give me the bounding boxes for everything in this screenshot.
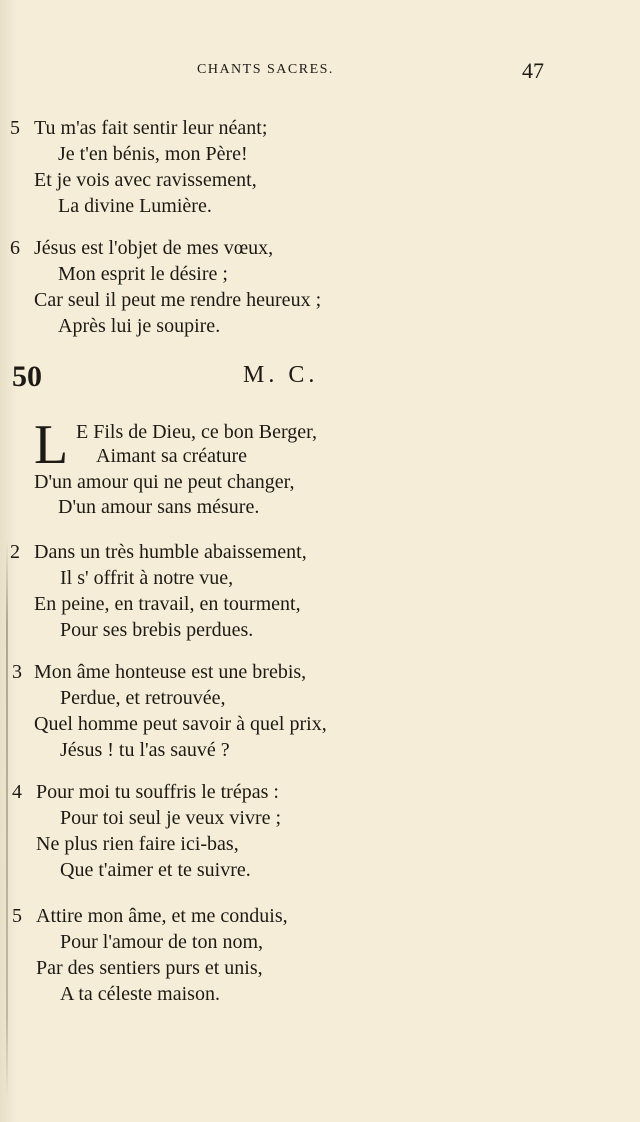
page-number: 47 [522, 58, 544, 83]
binding-gutter [6, 540, 8, 1100]
verse-line: Tu m'as fait sentir leur néant; [34, 117, 268, 139]
verse-line: A ta céleste maison. [60, 983, 220, 1005]
verse-line: Pour toi seul je veux vivre ; [60, 807, 282, 829]
verse-line: Mon esprit le désire ; [58, 263, 228, 285]
verse-line: Jésus ! tu l'as sauvé ? [60, 739, 230, 761]
running-title: CHANTS SACRES. [197, 62, 334, 77]
verse-line: Aimant sa créature [96, 445, 248, 467]
verse-line: Attire mon âme, et me conduis, [36, 905, 288, 927]
stanza-number: 4 [12, 781, 22, 803]
verse-line: Jésus est l'objet de mes vœux, [34, 237, 274, 259]
verse-line: Par des sentiers purs et unis, [36, 957, 263, 979]
verse-line: Je t'en bénis, mon Père! [58, 143, 248, 165]
verse-line: D'un amour qui ne peut changer, [34, 471, 295, 493]
stanza-number: 2 [10, 541, 20, 563]
verse-line: Pour l'amour de ton nom, [60, 931, 264, 953]
stanza-number: 5 [10, 117, 20, 139]
stanza-number: 3 [12, 661, 22, 683]
verse-line: La divine Lumière. [58, 195, 212, 217]
verse-line: Il s' offrit à notre vue, [60, 567, 234, 589]
verse-line: Que t'aimer et te suivre. [60, 859, 251, 881]
verse-line: E Fils de Dieu, ce bon Berger, [76, 421, 317, 443]
page-header [0, 58, 640, 86]
verse-line: Perdue, et retrouvée, [60, 687, 226, 709]
verse-line: Car seul il peut me rendre heureux ; [34, 289, 322, 311]
verse-line: Mon âme honteuse est une brebis, [34, 661, 307, 683]
verse-line: En peine, en travail, en tourment, [34, 593, 301, 615]
hymn-author: M. C. [243, 362, 319, 388]
hymn-number: 50 [12, 360, 42, 393]
drop-cap: L [34, 414, 69, 476]
stanza-number: 6 [10, 237, 20, 259]
verse-line: Quel homme peut savoir à quel prix, [34, 713, 327, 735]
verse-line: Pour moi tu souffris le trépas : [36, 781, 279, 803]
verse-line: Et je vois avec ravissement, [34, 169, 257, 191]
stanza-number: 5 [12, 905, 22, 927]
verse-line: Dans un très humble abaissement, [34, 541, 307, 563]
verse-line: Pour ses brebis perdues. [60, 619, 254, 641]
verse-line: D'un amour sans mésure. [58, 496, 260, 518]
verse-line: Ne plus rien faire ici-bas, [36, 833, 239, 855]
verse-line: Après lui je soupire. [58, 315, 221, 337]
